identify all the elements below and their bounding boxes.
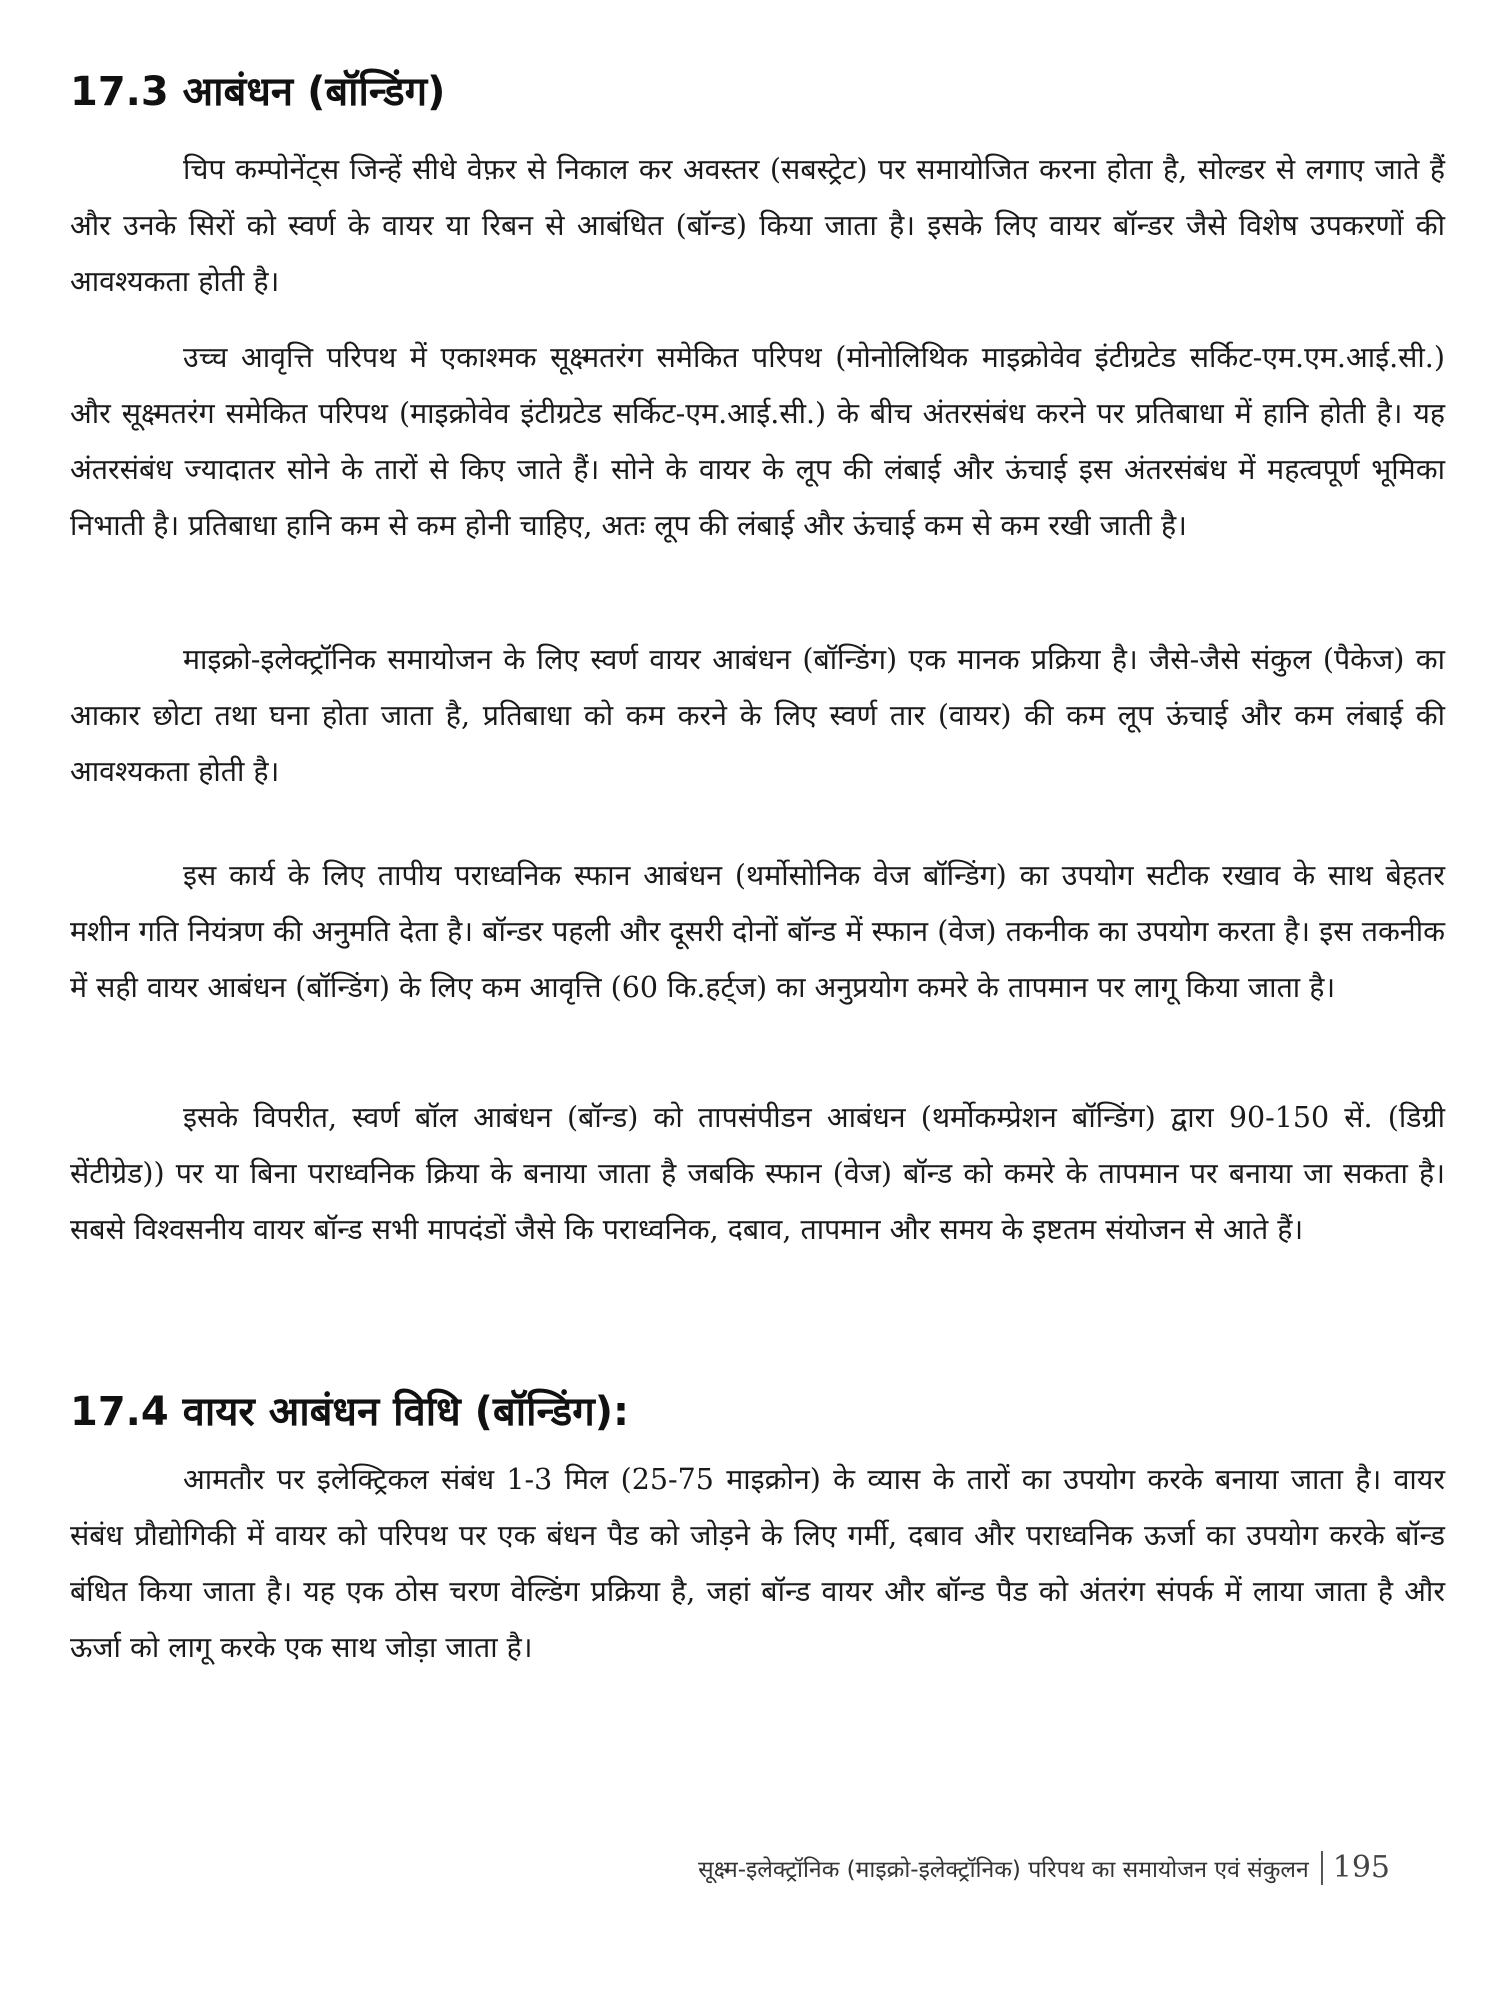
- page-number: 195: [1332, 1850, 1390, 1885]
- running-title: सूक्ष्म-इलेक्ट्रॉनिक (माइक्रो-इलेक्ट्रॉनिक) परिपथ का समायोजन एवं संकुलन: [698, 1856, 1309, 1883]
- footer-separator: [1321, 1851, 1323, 1885]
- section-heading-17-3: 17.3 आबंधन (बॉन्डिंग): [70, 69, 446, 115]
- page-footer: [698, 1850, 1390, 1885]
- paragraph-high-frequency-interconnect: उच्च आवृत्ति परिपथ में एकाश्मक सूक्ष्मतरंग समेकित परिपथ (मोनोलिथिक माइक्रोवेव इंटीग्रटेड सर्किट-एम.एम.आई.सी.) और सूक्ष्मतरंग समेकित परिपथ (माइक्रोवेव इंटीग्रटेड सर्किट-एम.आई.सी.) के बीच अंतरसंबंध करने पर प्रतिबाधा में हानि होती है। यह अंतरसंबंध ज्यादातर सोने के तारों से किए जाते हैं। सोने के वायर के लूप की लंबाई और ऊंचाई इस अंतरसंबंध में महत्वपूर्ण भूमिका निभाती है। प्रतिबाधा हानि कम से कम होनी चाहिए, अतः लूप की लंबाई और ऊंचाई कम से कम रखी जाती है।: [70, 341, 1445, 542]
- paragraph-gold-wire-bonding: माइक्रो-इलेक्ट्रॉनिक समायोजन के लिए स्वर्ण वायर आबंधन (बॉन्डिंग) एक मानक प्रक्रिया है। जैसे-जैसे संकुल (पैकेज) का आकार छोटा तथा घना होता जाता है, प्रतिबाधा को कम करने के लिए स्वर्ण तार (वायर) की कम लूप ऊंचाई और कम लंबाई की आवश्यकता होती है।: [70, 643, 1445, 788]
- paragraph-ball-bonding: इसके विपरीत, स्वर्ण बॉल आबंधन (बॉन्ड) को तापसंपीडन आबंधन (थर्मोकम्प्रेशन बॉन्डिंग) द्वारा 90-150 सें. (डिग्री सेंटीग्रेड)) पर या बिना पराध्वनिक क्रिया के बनाया जाता है जबकि स्फान (वेज) बॉन्ड को कमरे के तापमान पर बनाया जा सकता है। सबसे विश्वसनीय वायर बॉन्ड सभी मापदंडों जैसे कि पराध्वनिक, दबाव, तापमान और समय के इष्टतम संयोजन से आते हैं।: [70, 1101, 1445, 1246]
- section-heading-17-4: 17.4 वायर आबंधन विधि (बॉन्डिंग):: [70, 1389, 629, 1435]
- paragraph-wire-bonding-method: आमतौर पर इलेक्ट्रिकल संबंध 1-3 मिल (25-75 माइक्रोन) के व्यास के तारों का उपयोग करके बनाया जाता है। वायर संबंध प्रौद्योगिकी में वायर को परिपथ पर एक बंधन पैड को जोड़ने के लिए गर्मी, दबाव और पराध्वनिक ऊर्जा का उपयोग करके बॉन्ड बंधित किया जाता है। यह एक ठोस चरण वेल्डिंग प्रक्रिया है, जहां बॉन्ड वायर और बॉन्ड पैड को अंतरंग संपर्क में लाया जाता है और ऊर्जा को लागू करके एक साथ जोड़ा जाता है।: [70, 1463, 1445, 1664]
- document-page: [70, 0, 1445, 2000]
- paragraph-chip-components: चिप कम्पोनेंट्स जिन्हें सीधे वेफ़र से निकाल कर अवस्तर (सबस्ट्रेट) पर समायोजित करना होता है, सोल्डर से लगाए जाते हैं और उनके सिरों को स्वर्ण के वायर या रिबन से आबंधित (बॉन्ड) किया जाता है। इसके लिए वायर बॉन्डर जैसे विशेष उपकरणों की आवश्यकता होती है।: [70, 153, 1445, 298]
- paragraph-thermosonic-wedge-bonding: इस कार्य के लिए तापीय पराध्वनिक स्फान आबंधन (थर्मोसोनिक वेज बॉन्डिंग) का उपयोग सटीक रखाव के साथ बेहतर मशीन गति नियंत्रण की अनुमति देता है। बॉन्डर पहली और दूसरी दोनों बॉन्ड में स्फान (वेज) तकनीक का उपयोग करता है। इस तकनीक में सही वायर आबंधन (बॉन्डिंग) के लिए कम आवृत्ति (60 कि.हर्ट्ज) का अनुप्रयोग कमरे के तापमान पर लागू किया जाता है।: [70, 859, 1445, 1004]
